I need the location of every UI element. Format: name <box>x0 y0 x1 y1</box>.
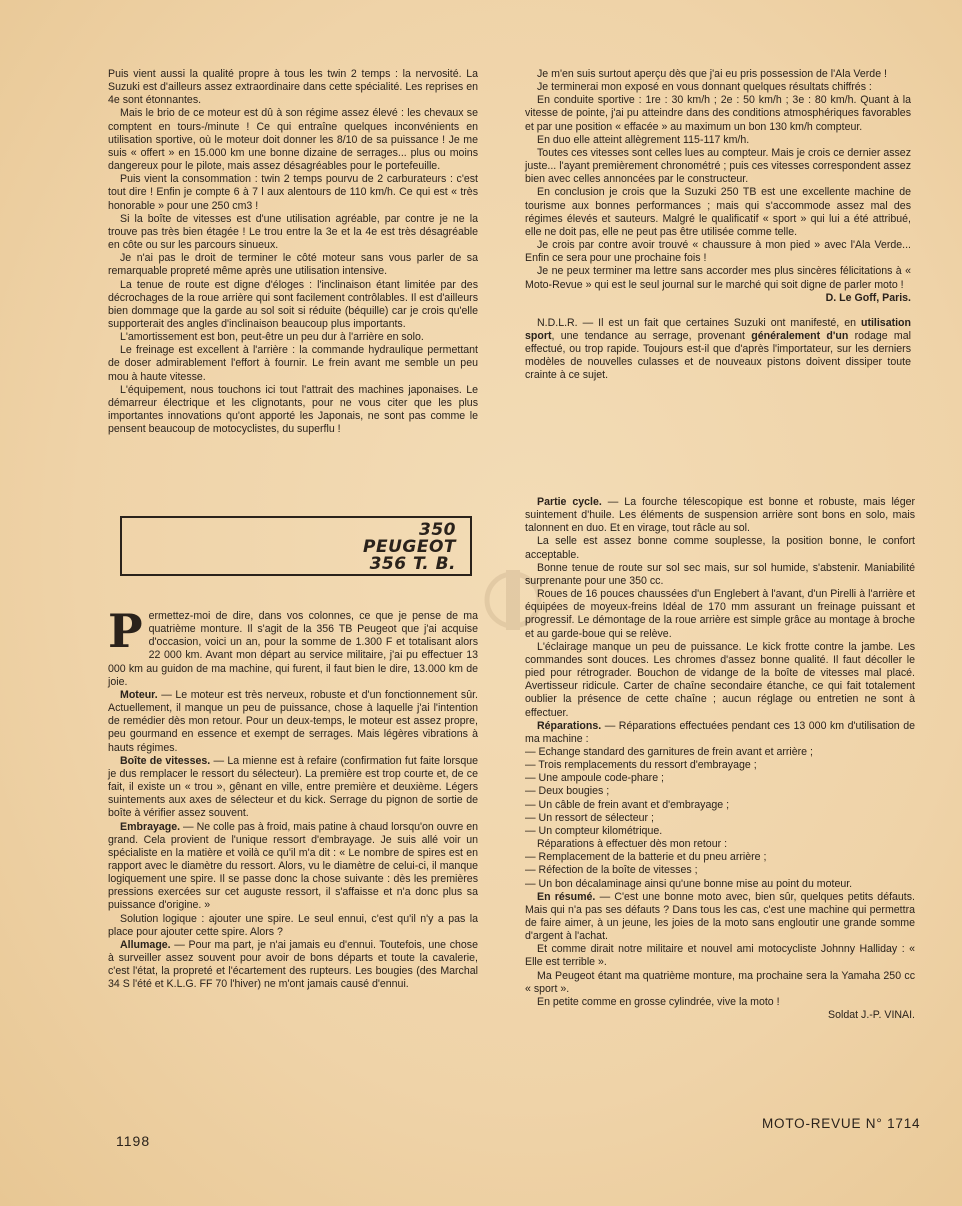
paragraph <box>108 913 478 939</box>
section-text: — La fourche télescopique est bonne et robuste, mais léger suintement d'huile. Les éléments de suspension arrière sont bons en solo, mais talonnent en duo. Et en virage, tout râcle au sol. <box>525 496 916 535</box>
paragraph: Je m'en suis surtout aperçu dès que j'ai eu pris possession de l'Ala Verde ! <box>537 68 887 80</box>
section-heading: Moteur. <box>120 688 158 701</box>
section-text: — Pour ma part, je n'ai jamais eu d'ennui. Toutefois, une chose à surveiller assez souvent pour avoir de bons départs et toute la cavalerie, c'est l'état, la propreté et l'écartement des rupteurs. Les bougies (des Marchal 34 S l'été et K.L.G. FF 70 l'hiver) ne m'ont jamais causé d'ennui. <box>108 938 478 991</box>
section-heading: Allumage. <box>120 938 171 951</box>
column-bottom-left <box>108 604 478 992</box>
paragraph: Je crois par contre avoir trouvé « chaussure à mon pied » avec l'Ala Verde... Enfin ce sera pour une prochaine fois ! <box>525 239 911 265</box>
paragraph: L'amortissement est bon, peut-être un peu dur à l'arrière en solo. <box>120 331 424 344</box>
paragraph: Je ne peux terminer ma lettre sans accorder mes plus sincères félicitations à « Moto-Revue » qui est le seul journal sur le marché qui soit digne de parler moto ! <box>525 265 911 291</box>
paragraph: En duo elle atteint allègrement 115-117 km/h. <box>537 133 750 146</box>
list-item: — Un câble de frein avant et d'embrayage ; <box>525 798 730 811</box>
paragraph <box>525 720 915 746</box>
note-text: rodage mal effectué, ou trop rapide. Toujours est-il que d'après l'importateur, sur les derniers modèles de nouvelles culasses et de nouveaux pistons doivent dissiper toute crainte à ce sujet. <box>525 329 912 382</box>
paragraph: Puis vient aussi la qualité propre à tous les twin 2 temps : la nervosité. La Suzuki est d'ailleurs assez extraordinaire dans cette spécialité. Les reprises en 4e sont étonnantes. <box>108 68 478 107</box>
paragraph: Mais le brio de ce moteur est dû à son régime assez élevé : les chevaux se comptent en tours-/minute ! Ce qui entraîne quelques inconvénients en utilisation sportive, où le moteur doit donner les 8/10 de sa puissance ! Je me suis « offert » en 15.000 km une bonne dizaine de serrages... plus ou moins dangereux pour le pilote, mais assez désagréables pour le portefeuille. <box>108 107 478 173</box>
paragraph: Si la boîte de vitesses est d'une utilisation agréable, par contre je ne la trouve pas très bien étagée ! Le trou entre la 3e et la 4e est très désagréable en côte ou sur les parcours sinueux. <box>108 212 478 252</box>
paragraph: Ma Peugeot étant ma quatrième monture, ma prochaine sera la Yamaha 250 cc « sport ». <box>525 969 915 995</box>
paragraph: Réparations à effectuer dès mon retour : <box>537 838 728 851</box>
list-item: — Un compteur kilométrique. <box>525 824 663 837</box>
column-top-left <box>108 68 478 436</box>
list-item: — Un ressort de sélecteur ; <box>525 811 654 824</box>
paragraph: La selle est assez bonne comme souplesse, la position bonne, le confort acceptable. <box>525 535 915 561</box>
section-text: — Ne colle pas à froid, mais patine à chaud lorsqu'on ouvre en grand. Cela provient de l'unique ressort d'embrayage. Je suis allé voir un spécialiste en la matière et voilà ce qu'il m'a dit : « Le nombre de spires est en rapport avec le diamètre du ressort. Alors, vu le diamètre de celui-ci, il manque logiquement une spire. Il se passe donc la chose suivante : dès les premières pressions exercées sur cet auguste ressort, il s'affaisse et n'a donc plus sa puissance d'origine. » <box>108 820 478 912</box>
paragraph <box>525 891 915 944</box>
note-bold: généralement d'un <box>751 329 849 342</box>
list-item: — Deux bougies ; <box>525 785 610 798</box>
column-top-right <box>525 68 911 383</box>
note-text: , une tendance au serrage, provenant <box>551 329 752 342</box>
section-heading: Boîte de vitesses. <box>120 754 211 767</box>
editor-note <box>525 317 911 383</box>
paragraph: L'éclairage manque un peu de puissance. Le kick frotte contre la jambe. Les commandes sont douces. Les chromes d'assez bonne qualité. Il faut décoller le pied pour rétrograder. Bouchon de vidange de la boîte de vitesses mal placé. Avertisseur ridicule. Carter de chaîne secondaire étanche, ce qui fait totalement oublier la présence de cette chaîne ; aucun réglage ou entretien ne sont à effectuer. <box>525 640 915 719</box>
section-text: — Réparations effectuées pendant ces 13 000 km d'utilisation de ma machine : <box>525 719 915 745</box>
paragraph: Toutes ces vitesses sont celles lues au compteur. Mais je crois ce dernier assez juste... l'ayant premièrement chronométré ; puis ces vitesses correspondent assez bien avec celles annoncées par le constructeur. <box>525 146 911 186</box>
title-brand: PEUGEOT <box>363 537 456 557</box>
magazine-issue: MOTO-REVUE N° 1714 <box>762 1116 921 1131</box>
list-item: — Une ampoule code-phare ; <box>525 772 664 785</box>
list-item: — Réfection de la boîte de vitesses ; <box>525 864 698 877</box>
section-text: — Le moteur est très nerveux, robuste et d'un fonctionnement sûr. Actuellement, il manque un peu de puissance, chose à laquelle j'ai l'intention de remédier dès mon retour. Pour un deux-temps, le moteur est assez propre, peu gourmand en essence et exempt de serrages. Mais légères vibrations à hauts régimes. <box>108 688 478 754</box>
paragraph: Puis vient la consommation : twin 2 temps pourvu de 2 carburateurs : c'est tout dire ! Enfin je compte 6 à 7 l aux alentours de 110 km/h. Ce qui est « très honorable » pour une 250 cm3 ! <box>108 173 478 212</box>
section-text: — C'est une bonne moto avec, bien sûr, quelques petits défauts. Mais qui n'a pas ses défauts ? Dans tous les cas, c'est une machine qui permettra de faire aimer, à un jeune, les joies de la moto sans engloutir une grande somme d'argent à l'achat. <box>525 890 915 943</box>
paragraph: Je n'ai pas le droit de terminer le côté moteur sans vous parler de sa remarquable propreté même après une utilisation intensive. <box>108 252 478 278</box>
letter-signature <box>525 292 911 305</box>
paragraph <box>525 496 915 535</box>
paragraph: En petite comme en grosse cylindrée, vive la moto ! <box>537 995 780 1008</box>
page-number: 1198 <box>116 1133 151 1149</box>
paragraph <box>108 755 478 821</box>
title-displacement: 350 <box>419 520 456 540</box>
note-bold: utilisation sport <box>525 316 911 342</box>
article-title-box <box>120 516 472 576</box>
column-bottom-right <box>525 496 915 1022</box>
section-heading: Réparations. <box>537 719 602 732</box>
section-text: — La mienne est à refaire (confirmation fut faite lorsque je dus remplacer le ressort du sélecteur). La première est trop courte et, de ce fait, il existe un « trou », gênant en ville, entre première et deuxième. Légers suintements aux axes de sélecteur et du kick. Serrage du pignon de sortie de boîte à vérifier assez souvent. <box>108 754 478 820</box>
signature-text: D. Le Goff, Paris. <box>825 291 911 304</box>
paragraph: Le freinage est excellent à l'arrière : la commande hydraulique permettant de doser admirablement l'effort à fournir. Le frein avant me semble un peu mou à haute vitesse. <box>108 344 478 383</box>
paragraph: Bonne tenue de route sur sol sec mais, sur sol humide, s'abstenir. Maniabilité surprenante pour une 350 cc. <box>525 561 915 587</box>
paragraph <box>108 821 478 913</box>
list-item: — Un bon décalaminage ainsi qu'une bonne mise au point du moteur. <box>525 877 853 890</box>
section-text: Solution logique : ajouter une spire. Le seul ennui, c'est qu'il n'y a pas la place pour ajouter cette spire. Alors ? <box>108 912 478 938</box>
paragraph: Roues de 16 pouces chaussées d'un Englebert à l'avant, d'un Pirelli à l'arrière et équipées de moyeux-freins Idéal de 170 mm assurant un freinage puissant et progressif. Le démontage de la roue arrière est simple grâce au montage à broche et au garde-boue qui se relève. <box>525 588 915 640</box>
list-item: — Trois remplacements du ressort d'embrayage ; <box>525 759 757 772</box>
intro-paragraph <box>108 604 478 689</box>
note-text: N.D.L.R. — Il est un fait que certaines Suzuki ont manifesté, en <box>537 316 861 329</box>
drop-cap: P <box>108 604 143 658</box>
paragraph: La tenue de route est digne d'éloges : l'inclinaison étant limitée par des décrochages de la roue arrière qui sont facilement contrôlables. Il est d'ailleurs bien dommage que la garde au sol soit si réduite (béquille) car je crois qu'elle supporterait des angles d'inclinaison beaucoup plus importants. <box>108 278 478 330</box>
section-heading: Partie cycle. <box>537 496 602 508</box>
list-item: — Echange standard des garnitures de frein avant et arrière ; <box>525 745 813 758</box>
paragraph <box>108 939 478 992</box>
paragraph: En conclusion je crois que la Suzuki 250 TB est une excellente machine de tourisme aux bonnes performances ; mais qui s'accommode assez mal des régimes élevés et sauteurs. Malgré le qualificatif « sport » qui lui a été attribué, elle ne doit pas, elle ne peut pas être utilisée comme telle. <box>525 186 911 238</box>
paragraph: En conduite sportive : 1re : 30 km/h ; 2e : 50 km/h ; 3e : 80 km/h. Quant à la vitesse de pointe, j'ai pu atteindre dans des conditions atmosphériques favorables et par une position « effacée » au maximum un bon 130 km/h compteur. <box>525 94 911 133</box>
section-heading: En résumé. <box>537 890 596 903</box>
intro-text: ermettez-moi de dire, dans vos colonnes, ce que je pense de ma quatrième monture. Il s'agit de la 356 TB Peugeot que j'ai acquise d'occasion, voici un an, pour la somme de 1.300 F et totalisant alors 22 000 km. Avant mon départ au service militaire, j'ai pu effectuer 13 000 km au guidon de ma machine, qui furent, il faut bien le dire, 13.000 km de joie. <box>108 610 478 688</box>
paragraph: L'équipement, nous touchons ici tout l'attrait des machines japonaises. Le démarreur électrique et les clignotants, pour ne vous citer que les plus importantes innovations qu'ont apporté les Japonais, ne sont pas comme le pensent beaucoup de motocyclistes, du superflu ! <box>108 383 478 436</box>
paragraph: Et comme dirait notre militaire et nouvel ami motocycliste Johnny Halliday : « Elle est terrible ». <box>525 943 915 969</box>
paragraph <box>108 689 478 755</box>
paragraph: Je terminerai mon exposé en vous donnant quelques résultats chiffrés : <box>537 81 872 94</box>
list-item: — Remplacement de la batterie et du pneu arrière ; <box>525 851 767 864</box>
letter-signature: Soldat J.-P. VINAI. <box>828 1009 915 1022</box>
section-heading: Embrayage. <box>120 820 181 833</box>
title-model: 356 T. B. <box>369 554 456 574</box>
